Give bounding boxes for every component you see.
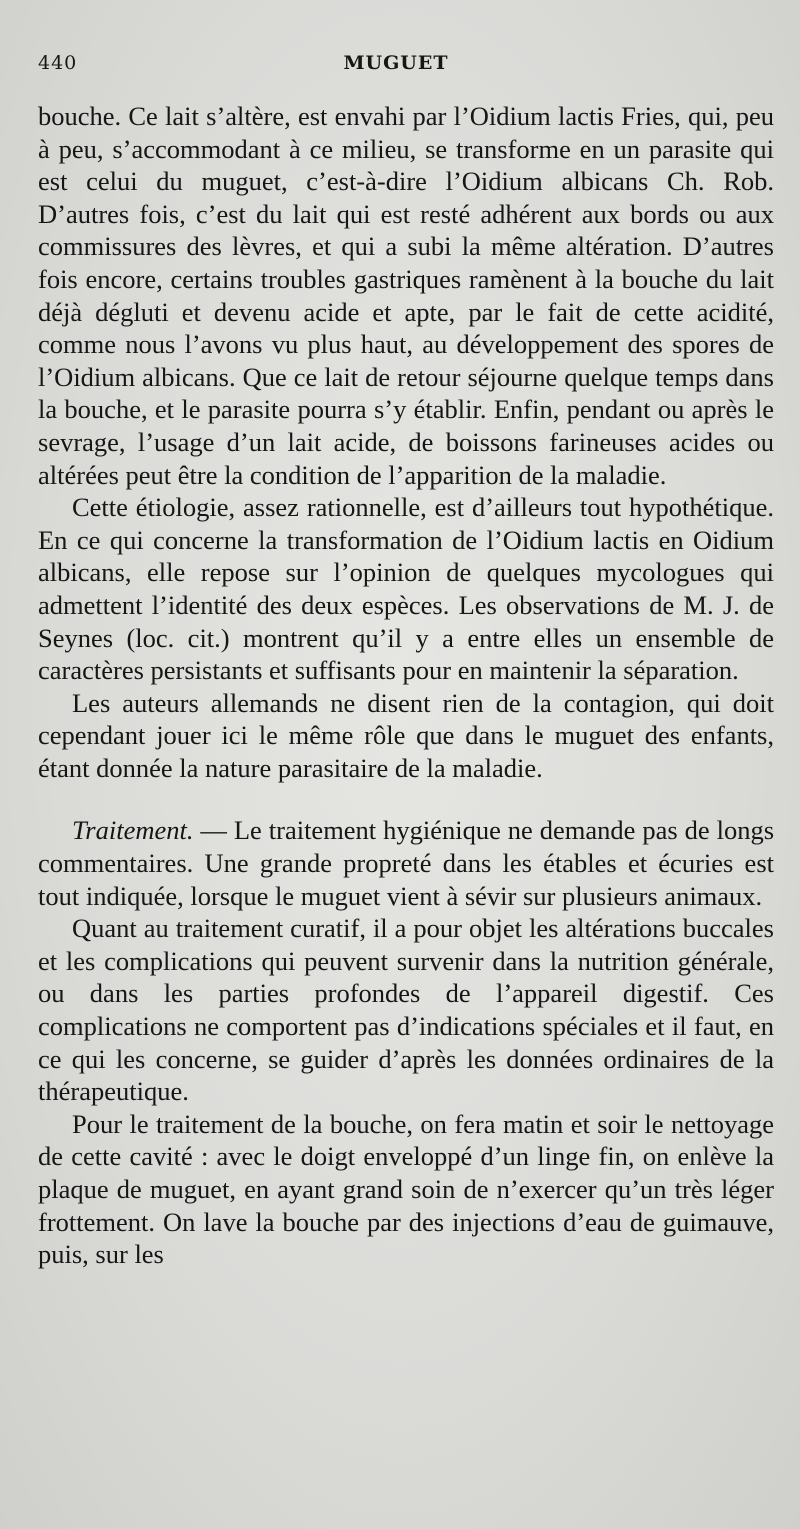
- heading-dash: —: [193, 815, 234, 846]
- paragraph-contagion: Les auteurs allemands ne disent rien de la contagion, qui doit cependant jouer ici le même rôle que dans le muguet des enfants, étant donnée la nature parasitaire de la maladie.: [38, 687, 774, 783]
- paragraph-mouth-care: Pour le traitement de la bouche, on fera matin et soir le nettoyage de cette cavité : avec le doigt enveloppé d’un linge fin, on enlève la plaque de muguet, en ayant grand soin de n’exercer qu’un très léger frottement. On lave la bouche par des injections d’eau de guimauve, puis, sur les: [38, 1108, 774, 1270]
- page-header: [38, 52, 774, 100]
- running-title: MUGUET: [343, 52, 449, 74]
- treatment-text: Le traitement hygiénique ne demande pas de longs commentaires. Une grande propreté dans les étables et écuries est tout indiquée, lorsque le muguet vient à sévir sur plusieurs animaux.: [38, 815, 775, 911]
- paragraph-etiology-continued: bouche. Ce lait s’altère, est envahi par l’Oidium lactis Fries, qui, peu à peu, s’accommodant à ce milieu, se transforme en un parasite qui est celui du muguet, c’est-à-dire l’Oidium albicans Ch. Rob. D’autres fois, c’est du lait qui est resté adhérent aux bords ou aux commissures des lèvres, et qui a subi la même altération. D’autres fois encore, certains troubles gastriques ramènent à la bouche du lait déjà dégluti et devenu acide et apte, par le fait de cette acidité, comme nous l’avons vu plus haut, au développement des spores de l’Oidium albicans. Que ce lait de retour séjourne quelque temps dans la bouche, et le parasite pourra s’y établir. Enfin, pendant ou après le sevrage, l’usage d’un lait acide, de boissons farineuses acides ou altérées peut être la condition de l’apparition de la maladie.: [38, 101, 774, 490]
- page-number: 440: [38, 52, 78, 74]
- section-heading-treatment: Traitement.: [72, 815, 194, 846]
- paragraph-hypothesis: Cette étiologie, assez rationnelle, est d’ailleurs tout hypothétique. En ce qui concerne la transformation de l’Oidium lactis en Oidium albicans, elle repose sur l’opinion de quelques mycologues qui admettent l’identité des deux espèces. Les observations de M. J. de Seynes (loc. cit.) montrent qu’il y a entre elles un ensemble de caractères persistants et suffisants pour en maintenir la séparation.: [38, 492, 774, 686]
- section-gap: [38, 784, 774, 814]
- paragraph-treatment: [38, 814, 774, 912]
- body-text: [38, 100, 774, 1271]
- paragraph-curative: Quant au traitement curatif, il a pour objet les altérations buccales et les complications qui peuvent survenir dans la nutrition générale, ou dans les parties profondes de l’appareil digestif. Ces complications ne comportent pas d’indications spéciales et il faut, en ce qui les concerne, se guider d’après les données ordinaires de la thérapeutique.: [38, 913, 774, 1107]
